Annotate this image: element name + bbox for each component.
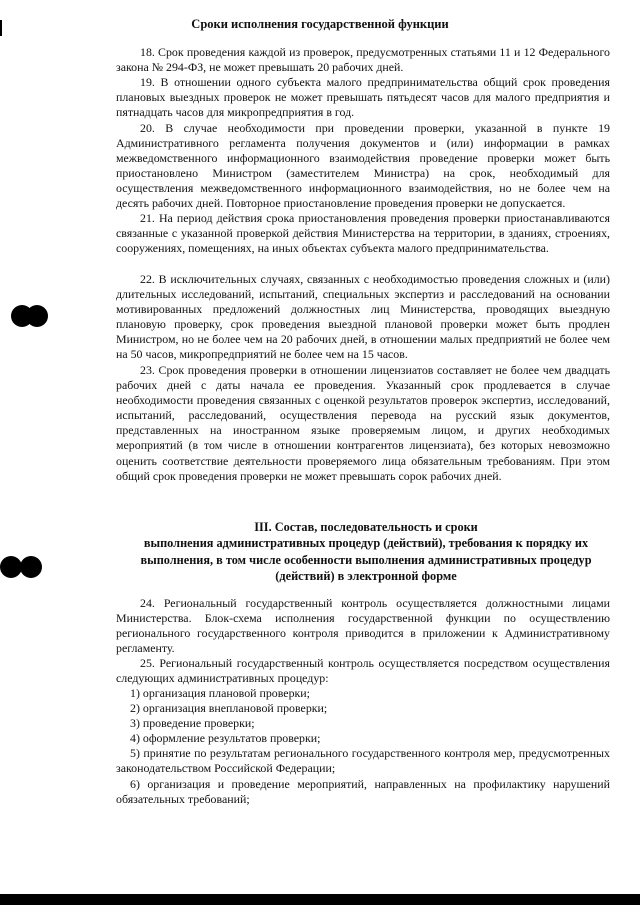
list-item: 6) организация и проведение мероприятий, направленных на профилактику нарушений обязательных требований; bbox=[116, 776, 610, 806]
list-item: 1) организация плановой проверки; bbox=[130, 686, 310, 700]
list-item: 4) оформление результатов проверки; bbox=[130, 731, 321, 746]
paragraph-21: 21. На период действия срока приостановления проведения проверки приостанавливаются связанные с указанной проверкой действия Министерства на территории, в зданиях, строениях, сооружениях, помещениях, на иных объектах субъекта малого предпринимательства. bbox=[116, 211, 610, 256]
section-heading: Сроки исполнения государственной функции bbox=[191, 17, 449, 31]
paragraph-18: 18. Срок проведения каждой из проверок, предусмотренных статьями 11 и 12 Федерального закона № 294-ФЗ, не может превышать 20 рабочих дней. bbox=[116, 45, 610, 75]
paragraph-23: 23. Срок проведения проверки в отношении лицензиатов составляет не более чем двадцать рабочих дней с даты начала ее проведения. Указанный срок продлевается в случае необходимости проведения связанных с оценкой результатов проверок экспертиз, исследований, испытаний, расследований, осуществления перевода на русский язык документов, представленных на иностранном языке проверяемым лицом, и других необходимых мероприятий (в том числе в отношении контрагентов лицензиата), без которых невозможно оценить соответствие деятельности проверяемого лица обязательным требованиям. При этом общий срок проведения проверки не может превышать сорок рабочих дней. bbox=[116, 363, 610, 483]
punch-hole-mark bbox=[0, 556, 22, 578]
punch-hole-mark bbox=[26, 305, 48, 327]
scan-bottom-edge bbox=[0, 894, 640, 905]
list-item: 2) организация внеплановой проверки; bbox=[130, 701, 328, 716]
list-item: 5) принятие по результатам регионального государственного контроля мер, предусмотренных законодательством Российской Федерации; bbox=[116, 746, 610, 776]
section-3-title-line: III. Состав, последовательность и сроки bbox=[254, 520, 478, 534]
punch-hole-mark bbox=[20, 556, 42, 578]
section-3-title bbox=[110, 519, 622, 584]
section-3-title-line: выполнения административных процедур (действий), требования к порядку их bbox=[143, 536, 589, 551]
paragraph-19: 19. В отношении одного субъекта малого предпринимательства общий срок проведения плановых выездных проверок не может превышать пятьдесят часов для малого предприятия и пятнадцать часов для микропредприятия в год. bbox=[116, 75, 610, 120]
procedure-list bbox=[116, 686, 610, 807]
paragraph-25: 25. Региональный государственный контроль осуществляется посредством осуществления следующих административных процедур: bbox=[116, 656, 610, 686]
section-3-title-line: (действий) в электронной форме bbox=[275, 568, 457, 583]
list-item: 3) проведение проверки; bbox=[130, 716, 255, 731]
paragraph-24: 24. Региональный государственный контроль осуществляется должностными лицами Министерства. Блок-схема исполнения государственной функции по осуществлению регионального государственного контроля приводится в приложении к Административному регламенту. bbox=[116, 596, 610, 656]
section-3-title-line: выполнения, в том числе особенности выполнения административных процедур bbox=[140, 552, 592, 567]
paragraph-22: 22. В исключительных случаях, связанных с необходимостью проведения сложных и (или) длительных исследований, испытаний, специальных экспертиз и расследований на основании мотивированных предложений должностных лиц Министерства, проводящих выездную плановую проверку, срок проведения выездной плановой проверки может быть продлен Министром, но не более чем на 20 рабочих дней, в отношении малых предприятий не более чем на 50 часов, микропредприятий не более чем на 15 часов. bbox=[116, 272, 610, 362]
paragraph-20: 20. В случае необходимости при проведении проверки, указанной в пункте 19 Административного регламента получения документов и (или) информации в рамках межведомственного информационного взаимодействия проведение проверки может быть приостановлено Министром (заместителем Министра) на срок, необходимый для осуществления межведомственного информационного взаимодействия, но не более чем на десять рабочих дней. Повторное приостановление проведения проверки не допускается. bbox=[116, 121, 610, 211]
